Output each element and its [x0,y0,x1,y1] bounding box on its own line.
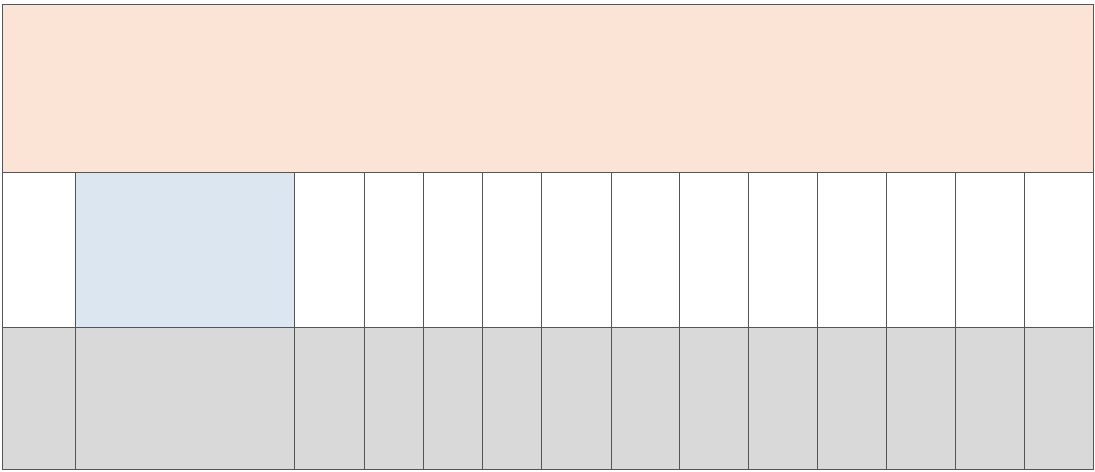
header-en-eu [483,328,542,470]
dimension-table [2,4,1094,470]
table-title [3,5,1094,173]
header-cn-sleeve [956,173,1025,328]
header-cn-weight [1025,173,1094,328]
header-en-uk [424,328,483,470]
header-cn-unit [542,173,612,328]
header-en-waist [818,328,887,470]
header-cn-serial [3,173,76,328]
header-en-bust [749,328,818,470]
header-en-size [295,328,365,470]
header-cn-bust [749,173,818,328]
header-en-front-length [612,328,680,470]
header-cn-size [295,173,365,328]
header-cn-back-length [680,173,749,328]
header-row-english [3,328,1094,470]
header-cn-front-length [612,173,680,328]
header-cn-product [76,173,295,328]
header-cn-eu [483,173,542,328]
header-en-unit [542,328,612,470]
header-en-us [365,328,424,470]
header-cn-uk [424,173,483,328]
header-row-chinese [3,173,1094,328]
header-cn-waist [818,173,887,328]
header-en-back-length [680,328,749,470]
header-en-weight [1025,328,1094,470]
header-en-hip [887,328,956,470]
header-cn-hip [887,173,956,328]
header-en-product [76,328,295,470]
header-en-sleeve [956,328,1025,470]
header-en-serial [3,328,76,470]
header-cn-us [365,173,424,328]
